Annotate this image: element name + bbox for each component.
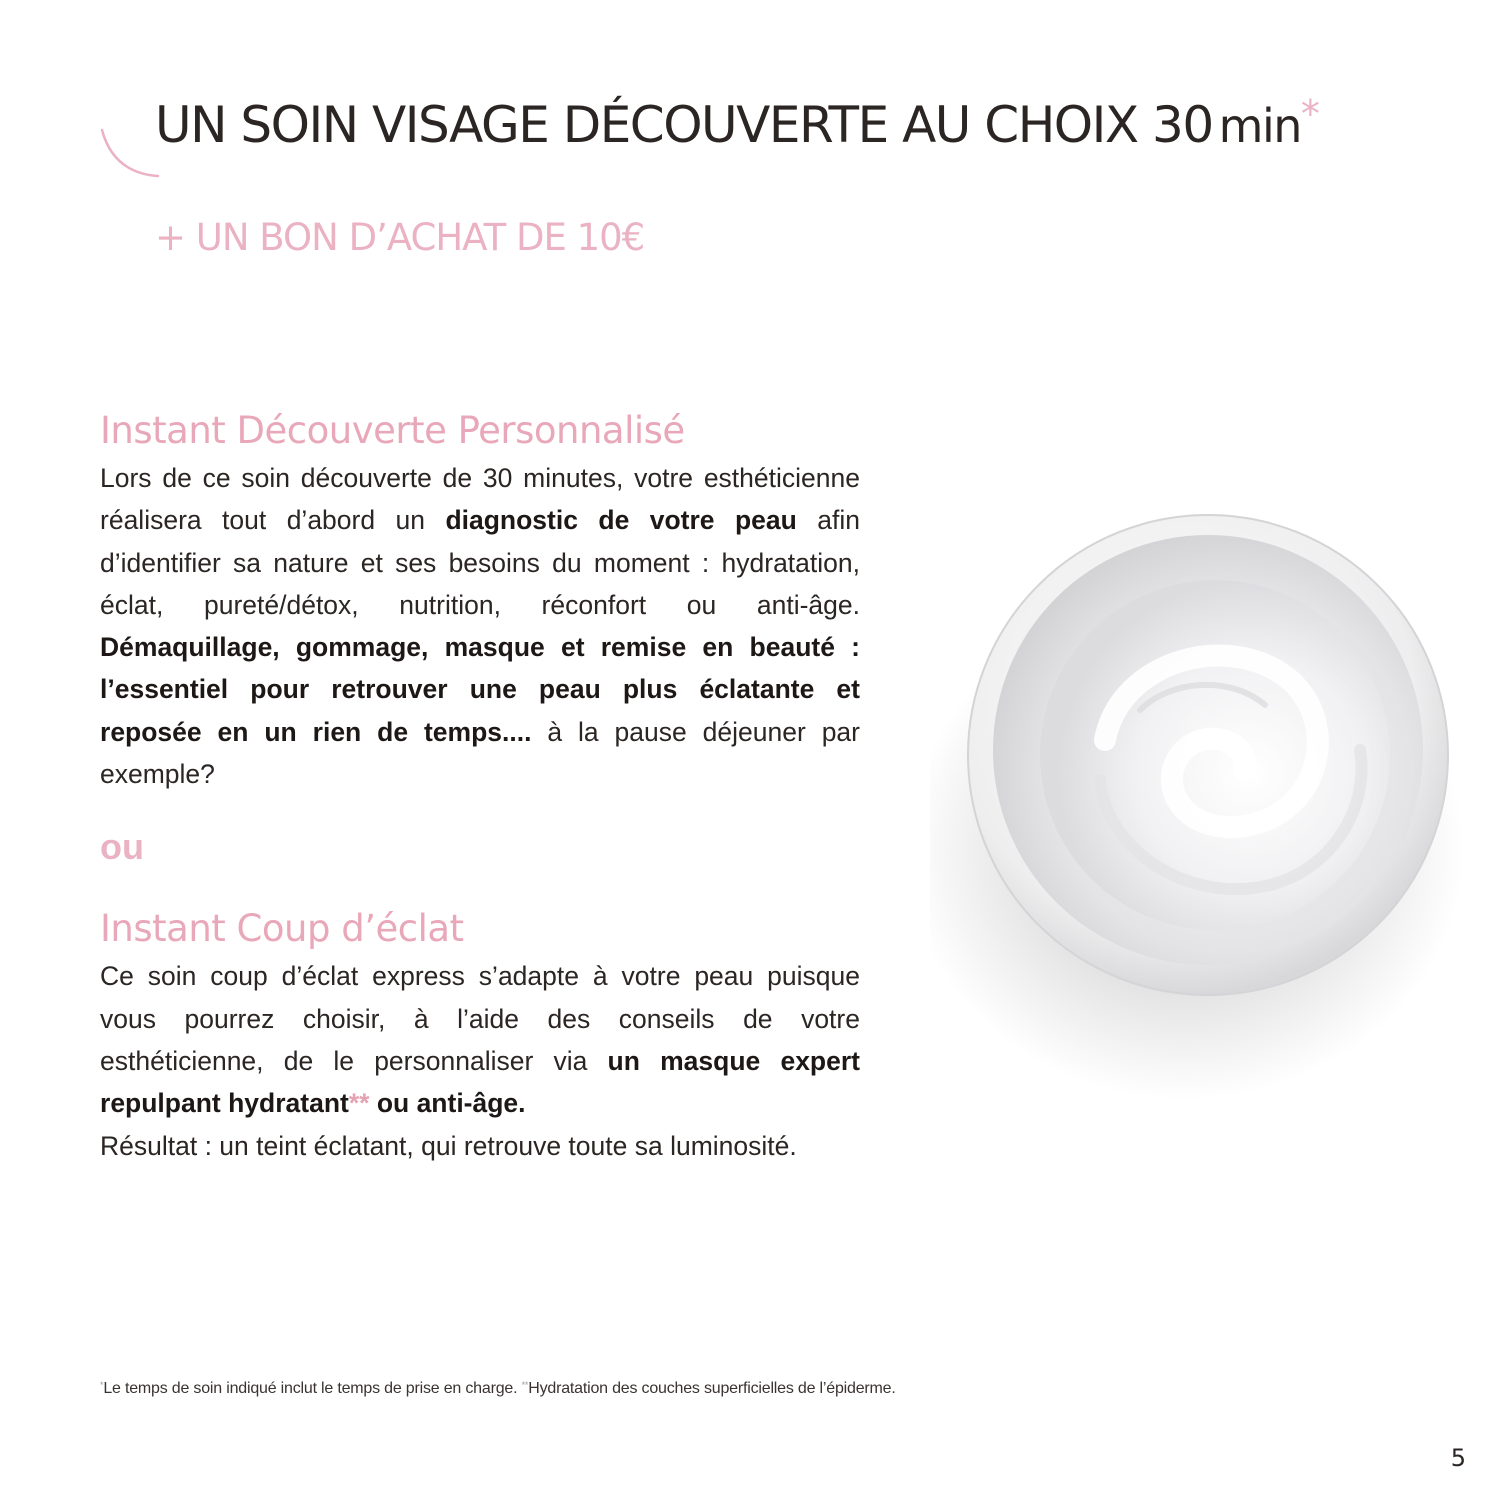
footnote-mark: * <box>100 1380 104 1390</box>
text-segment: afin d’identifier sa nature et ses besoins du moment : hydratation, éclat, pureté/détox, nutrition, réconfort ou anti-âge. <box>100 505 860 620</box>
section-title-eclat: Instant Coup d’éclat <box>100 907 464 951</box>
section-result: Résultat : un teint éclatant, qui retrouve toute sa luminosité. <box>100 1130 797 1161</box>
bold-segment: diagnostic de votre peau <box>445 505 797 536</box>
bold-segment: Démaquillage, gommage, masque et remise en beauté : l’essentiel pour retrouver une peau plus éclatante et reposée en un rien de temps.... <box>100 632 860 747</box>
page-number: 5 <box>1450 1444 1466 1472</box>
footnote-text: Le temps de soin indiqué inclut le temps de prise en charge. <box>103 1380 518 1397</box>
footnote <box>100 1380 896 1398</box>
page-title <box>155 92 1319 154</box>
footnote-text: Hydratation des couches superficielles de l’épiderme. <box>528 1380 896 1397</box>
bold-segment: un masque expert repulpant hydratant <box>100 1045 860 1119</box>
bold-segment: ou anti-âge. <box>369 1088 526 1119</box>
section-title-decouverte: Instant Découverte Personnalisé <box>100 409 685 452</box>
separator-ou: ou <box>100 826 144 868</box>
text-segment: Lors de ce soin découverte de 30 minutes, votre esthéticienne réalisera tout d’abord un <box>100 463 860 536</box>
text-segment: à la pause déjeuner par exemple? <box>100 716 860 790</box>
cream-bowl-image <box>930 510 1490 1110</box>
page-subtitle: + UN BON D’ACHAT DE 10€ <box>155 216 645 259</box>
main-content <box>100 405 860 1167</box>
page-title-unit: min <box>1218 99 1301 153</box>
page-title-text: UN SOIN VISAGE DÉCOUVERTE AU CHOIX 30 <box>155 96 1213 154</box>
footnote-mark: ** <box>521 1380 529 1390</box>
text-segment: Ce soin coup d’éclat express s’adapte à votre peau puisque vous pourrez choisir, à l’aide des conseils de votre esthéticienne, de le personnaliser via <box>100 961 860 1076</box>
section-text-eclat <box>100 955 860 1124</box>
double-asterisk: ** <box>348 1088 370 1119</box>
page-title-asterisk: * <box>1300 92 1319 136</box>
section-text-decouverte <box>100 457 860 795</box>
